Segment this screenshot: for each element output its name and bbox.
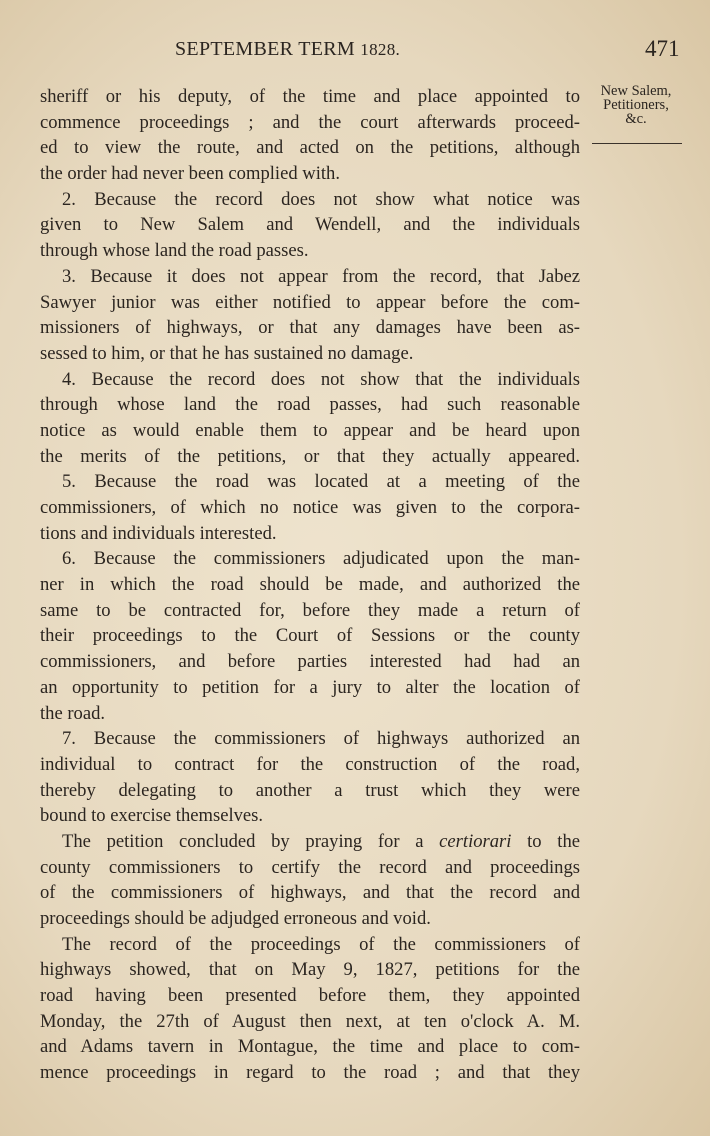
text-fragment: to the xyxy=(511,830,580,852)
text-line: commence proceedings ; and the court afterwards proceed- xyxy=(40,111,580,133)
text-line: proceedings should be adjudged erroneous and void. xyxy=(40,908,431,929)
text-line: the road. xyxy=(40,702,106,724)
body-text xyxy=(40,84,580,1086)
text-line: The record of the proceedings of the commissioners of xyxy=(62,933,580,955)
text-line: 2. Because the record does not show what notice was xyxy=(62,188,580,210)
running-header xyxy=(175,38,400,61)
text-line: 4. Because the record does not show that the individuals xyxy=(62,368,580,390)
text-line: 5. Because the road was located at a meeting of the xyxy=(62,471,580,493)
text-line: bound to exercise themselves. xyxy=(40,805,264,827)
text-line: their proceedings to the Court of Sessions or the county xyxy=(40,625,580,647)
margin-note xyxy=(588,84,684,126)
text-line xyxy=(40,829,580,855)
text-line: through whose land the road passes, had such reasonable xyxy=(40,394,580,416)
text-line: missioners of highways, or that any damages have been as- xyxy=(40,317,580,339)
margin-note-line: New Salem, xyxy=(600,83,672,99)
text-line: 6. Because the commissioners adjudicated upon the man- xyxy=(62,548,580,570)
text-line: thereby delegating to another a trust which they were xyxy=(40,779,580,801)
margin-note-line: Petitioners, xyxy=(603,97,669,113)
margin-note-line: &c. xyxy=(625,111,647,127)
text-line: road having been presented before them, they appointed xyxy=(40,985,580,1007)
text-line: Monday, the 27th of August then next, at ten o'clock A. M. xyxy=(40,1010,580,1032)
text-line: an opportunity to petition for a jury to alter the location of xyxy=(40,676,580,698)
text-line: mence proceedings in regard to the road ; and that they xyxy=(40,1062,580,1084)
text-line: 3. Because it does not appear from the record, that Jabez xyxy=(62,265,580,287)
text-line: same to be contracted for, before they made a return of xyxy=(40,599,580,621)
margin-note-rule xyxy=(592,143,682,144)
header-title: SEPTEMBER TERM xyxy=(175,38,355,60)
italic-term: certiorari xyxy=(439,830,512,852)
text-line: county commissioners to certify the record and proceedings xyxy=(40,856,580,878)
text-line: commissioners, of which no notice was given to the corpora- xyxy=(40,497,580,518)
text-line: notice as would enable them to appear and be heard upon xyxy=(40,419,580,441)
text-line: the order had never been complied with. xyxy=(40,163,340,185)
text-line: tions and individuals interested. xyxy=(40,522,277,544)
text-fragment: The petition concluded by praying for a xyxy=(62,830,440,852)
text-line: highways showed, that on May 9, 1827, petitions for the xyxy=(40,959,580,981)
text-line: Sawyer junior was either notified to appear before the com- xyxy=(40,291,580,313)
text-line: sheriff or his deputy, of the time and place appointed to xyxy=(40,86,580,107)
header-year: 1828. xyxy=(360,40,401,59)
text-line: ner in which the road should be made, and authorized the xyxy=(40,574,580,596)
text-line: and Adams tavern in Montague, the time and place to com- xyxy=(40,1036,580,1058)
page-number: 471 xyxy=(645,36,680,61)
text-line: 7. Because the commissioners of highways authorized an xyxy=(62,728,580,750)
text-line: through whose land the road passes. xyxy=(40,240,309,262)
text-line: the merits of the petitions, or that they actually appeared. xyxy=(40,445,580,467)
text-line: sessed to him, or that he has sustained no damage. xyxy=(40,342,414,364)
text-line: ed to view the route, and acted on the petitions, although xyxy=(40,137,580,159)
text-line: individual to contract for the construction of the road, xyxy=(40,753,580,775)
text-line: of the commissioners of highways, and that the record and xyxy=(40,882,580,904)
text-line: commissioners, and before parties interested had had an xyxy=(40,651,580,673)
text-line: given to New Salem and Wendell, and the individuals xyxy=(40,214,580,236)
